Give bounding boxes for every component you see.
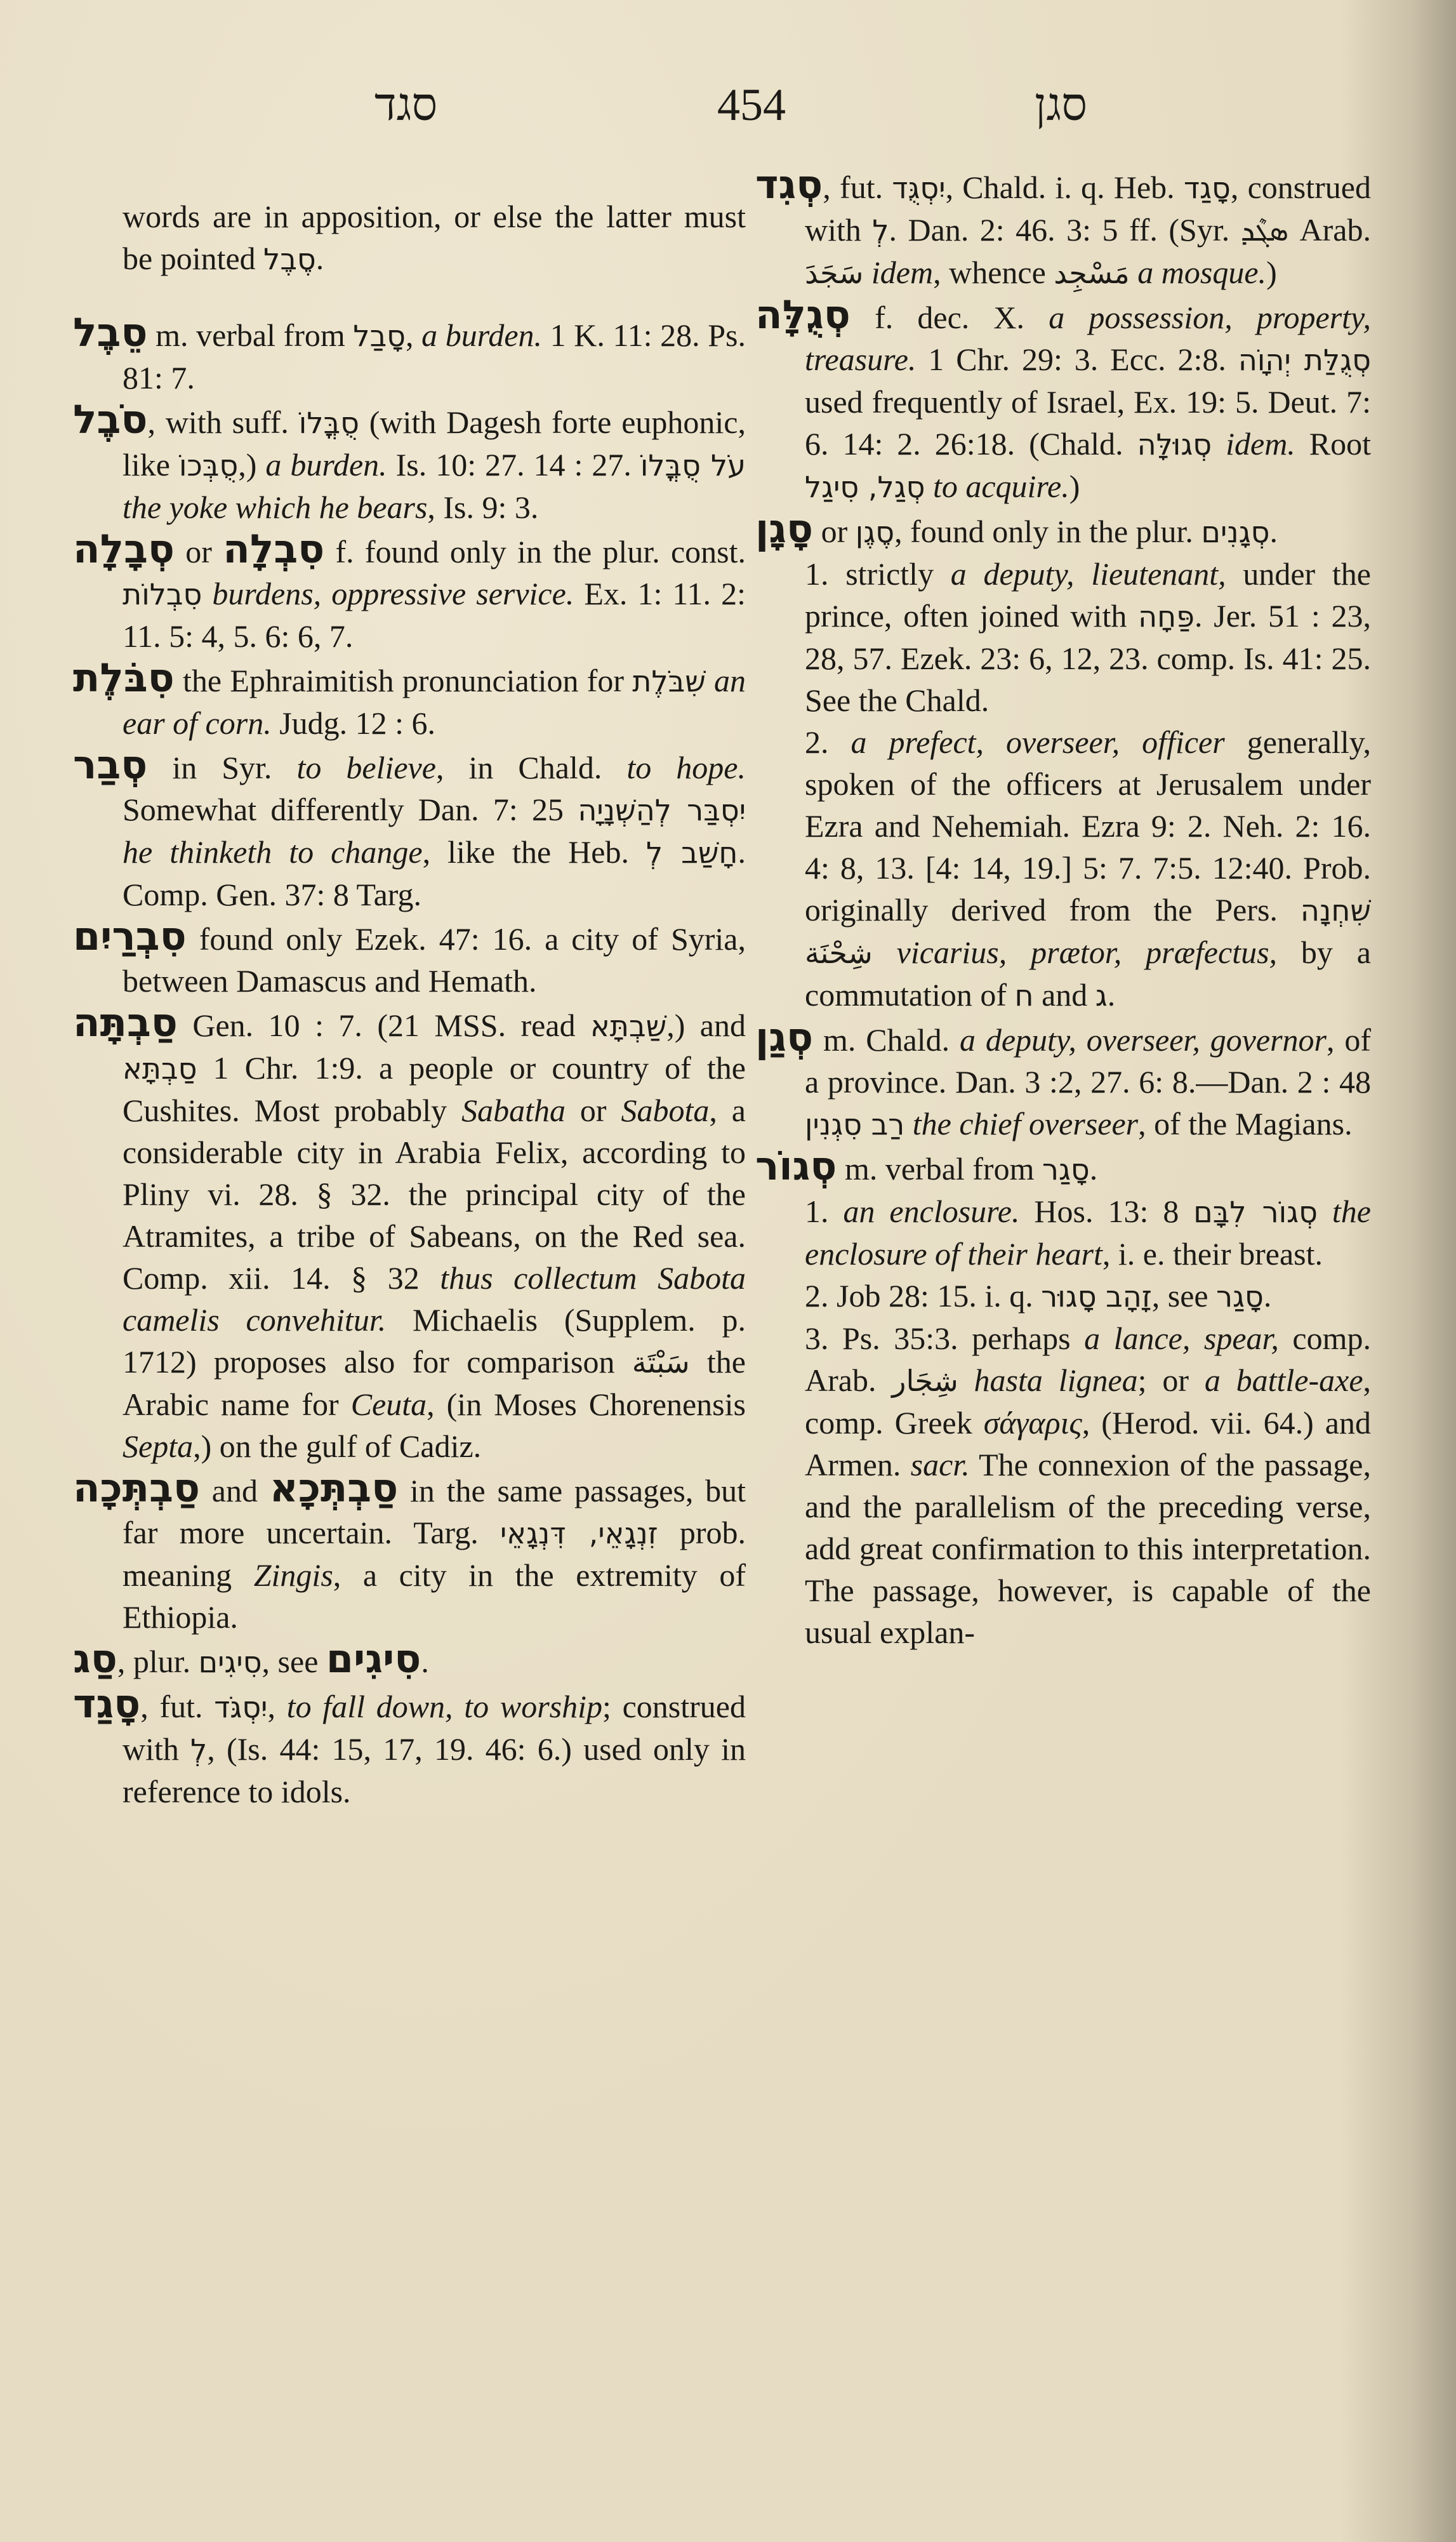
sense-2: 2. a prefect, overseer, officer generally, spoken of the officers at Jerusalem under Ezra and Nehemiah. Ezra 9: 2. Neh. 2: 16. 4: 8, 13. [4: 14, 19.] 5: 7. 7:5. 12:40. Prob. originally derived from the Pers. שִׁחְנָה شِحْنَة vicarius, prætor, præfectus, by a commutation of ח and ג. — [805, 724, 1371, 1013]
headword: סְגֻלָּה — [755, 291, 850, 338]
dictionary-entry: סְגוֹר m. verbal from סָגַר. 1. an enclosure. Hos. 13: 8 סְגוֹר לִבָּם the enclosure of their heart, i. e. their breast. 2. Job 28: 15. i. q. זָהָב סָגוּר, see סָגַר. 3. Ps. 35:3. perhaps a lance, spear, comp. Arab. شِجَار hasta lignea; or a battle-axe, comp. Greek σάγαρις, (Herod. vii. 64.) and Armen. sacr. The connexion of the passage, and the parallelism of the preceding verse, add great confirmation to this interpretation. The passage, however, is capable of the usual explan- — [755, 1145, 1371, 1653]
headword: סַבְתְּכָה — [73, 1465, 201, 1511]
sense-1: 1. strictly a deputy, lieutenant, under the prince, often joined with פַּחָה. Jer. 51 : 23, 28, 57. Ezek. 23: 6, 12, 23. comp. Is. 41: 25. See the Chald. — [805, 556, 1371, 718]
sense-1: 1. an enclosure. Hos. 13: 8 סְגוֹר לִבָּם the enclosure of their heart, i. e. their breast. — [805, 1194, 1371, 1272]
arabic-word: مَسْجِد — [1054, 256, 1130, 290]
dictionary-entry: סְבַר in Syr. to believe, in Chald. to hope. Somewhat differently Dan. 7: 25 יִסְבַּר לְהַשְׁנָיָה he thinketh to change, like the Heb. חָשַׁב לְ. Comp. Gen. 37: 8 Targ. — [73, 742, 746, 912]
headword: סְבָלָה — [73, 526, 175, 572]
headword-variant: סֶגֶן — [855, 515, 895, 549]
headword: סַג — [73, 1635, 117, 1682]
headword: סְגַן — [755, 1014, 814, 1060]
dictionary-entry: סְגַן m. Chald. a deputy, overseer, governor, of a province. Dan. 3 :2, 27. 6: 8.—Dan. 2 : 48 רַב סִגְנִין the chief overseer, of the Magians. — [755, 1014, 1372, 1141]
dictionary-entry: סִבֹּלֶת the Ephraimitish pronunciation for שִׁבֹּלֶת an ear of corn. Judg. 12 : 6. — [73, 655, 746, 741]
dictionary-entry: סִבְרַיִם found only Ezek. 47: 16. a city of Syria, between Damascus and Hemath. — [73, 913, 746, 999]
arabic-word: شِجَار — [892, 1364, 958, 1398]
running-header — [0, 76, 1456, 133]
headword-variant: סִבְלָה — [223, 526, 325, 572]
dictionary-entry: סָגַד, fut. יִסְגֹּד, to fall down, to worship; construed with לְ, (Is. 44: 15, 17, 19. 46: 6.) used only in reference to idols. — [73, 1680, 746, 1809]
continuation-text: words are in apposition, or else the latter must be pointed סֶבֶל. — [122, 199, 746, 276]
dictionary-entry: סֹבֶל, with suff. סֻבֳּלוֹ (with Dagesh forte euphonic, like סֻבְּכוֹ,) a burden. Is. 10: 27. 14 : 27. עֹל סֻבֳּלוֹ the yoke which he bears, Is. 9: 3. — [73, 396, 746, 525]
headword-variant: סַבְתְּכָא — [269, 1465, 399, 1511]
page-number: 454 — [717, 79, 786, 130]
dictionary-entry: סְבָלָה or סִבְלָה f. found only in the plur. const. סִבְלוֹת burdens, oppressive service. Ex. 1: 11. 2: 11. 5: 4, 5. 6: 6, 7. — [73, 526, 746, 654]
headword: סִבֹּלֶת — [73, 655, 175, 701]
right-running-head: סגן — [1035, 79, 1088, 130]
left-running-head: סגד — [374, 79, 438, 130]
dictionary-entry: סָגָן or סֶגֶן, found only in the plur. סְגָנִים. 1. strictly a deputy, lieutenant, under the prince, often joined with פַּחָה. Jer. 51 : 23, 28, 57. Ezek. 23: 6, 12, 23. comp. Is. 41: 25. See the Chald. 2. a prefect, overseer, officer generally, spoken of the officers at Jerusalem under Ezra and Nehemiah. Ezra 9: 2. Neh. 2: 16. 4: 8, 13. [4: 14, 19.] 5: 7. 7:5. 12:40. Prob. originally derived from the Pers. שִׁחְנָה شِحْنَة vicarius, prætor, præfectus, by a commutation of ח and ג. — [755, 508, 1371, 1016]
sense-2: 2. Job 28: 15. i. q. זָהָב סָגוּר, see סָגַר. — [805, 1278, 1272, 1314]
headword: סְגוֹר — [755, 1143, 837, 1189]
arabic-word: سَجَدَ — [805, 256, 864, 290]
dictionary-entry: סַבְתְּכָה and סַבְתְּכָא in the same passages, but far more uncertain. Targ. זִנְגָאֵי, דִּנְגָאֵי prob. meaning Zingis, a city in the extremity of Ethiopia. — [73, 1465, 746, 1635]
headword: סְגִד — [755, 161, 823, 208]
right-column — [755, 161, 1372, 1653]
dictionary-entry: סְגִד, fut. יִסְגֻּד, Chald. i. q. Heb. סָגַד, construed with לְ. Dan. 2: 46. 3: 5 ff. (Syr. ܣܓܶܕ Arab. سَجَدَ idem, whence مَسْجِد a mosque.) — [755, 161, 1371, 290]
headword: סֹבֶל — [73, 396, 148, 443]
left-column — [73, 164, 746, 1813]
headword: סִבְרַיִם — [73, 913, 187, 959]
dictionary-entry: סַג, plur. סִיגִים, see סִיגִים. — [73, 1635, 429, 1682]
hebrew-word: סֶבֶל — [263, 242, 316, 276]
headword: סֵבֶל — [73, 309, 148, 356]
sense-3: 3. Ps. 35:3. perhaps a lance, spear, comp. Arab. شِجَار hasta lignea; or a battle-axe, comp. Greek σάγαρις, (Herod. vii. 64.) and Armen. sacr. The connexion of the passage, and the parallelism of the preceding verse, add great confirmation to this interpretation. The passage, however, is capable of the usual explan- — [805, 1321, 1372, 1650]
syriac-word: ܣܓܶܕ — [1240, 213, 1289, 248]
headword: סַבְתָּה — [73, 999, 178, 1046]
greek-word: σάγαρις — [983, 1405, 1082, 1441]
syriac-word: شِحْنَة — [805, 936, 873, 970]
arabic-word: سَبْتَة — [632, 1345, 690, 1380]
dictionary-entry: סֵבֶל m. verbal from סָבַל, a burden. 1 K. 11: 28. Ps. 81: 7. — [73, 309, 746, 396]
headword: סְבַר — [73, 742, 148, 788]
dictionary-entry: סְגֻלָּה f. dec. X. a possession, property, treasure. 1 Chr. 29: 3. Ecc. 2:8. סְגֻלַּת יְהוָֹה used frequently of Israel, Ex. 19: 5. Deut. 7: 6. 14: 2. 26:18. (Chald. סְגוּלָּה idem. Root סְגַל, סִיגַל to acquire.) — [755, 291, 1372, 504]
headword: סָגָן — [755, 505, 814, 552]
dictionary-entry: סַבְתָּה Gen. 10 : 7. (21 MSS. read שַׁבְתָּא,) and סַבְתָּא 1 Chr. 1:9. a people or country of the Cushites. Most probably Sabatha or Sabota, a considerable city in Arabia Felix, according to Pliny vi. 28. § 32. the principal city of the Atramites, a tribe of Sabeans, on the Red sea. Comp. xii. 14. § 32 thus collectum Sabota camelis convehitur. Michaelis (Supplem. p. 1712) proposes also for comparison سَبْتَة the Arabic name for Ceuta, (in Moses Chorenensis Septa,) on the gulf of Cadiz. — [73, 999, 746, 1464]
headword: סָגַד — [73, 1680, 141, 1727]
